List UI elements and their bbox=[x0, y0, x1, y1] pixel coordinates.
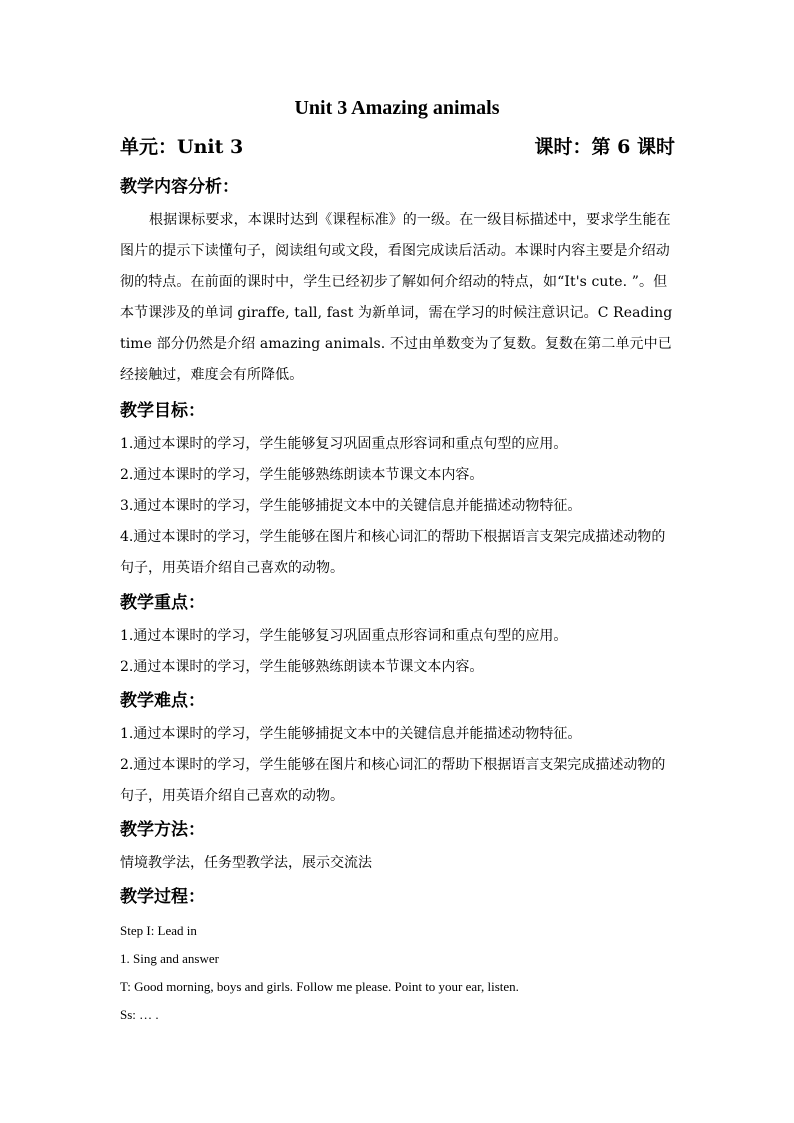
unit-label: 单元：Unit 3 bbox=[120, 136, 244, 158]
objective-item: 2.通过本课时的学习，学生能够熟练朗读本节课文本内容。 bbox=[120, 467, 484, 483]
process-line: 1. Sing and answer bbox=[120, 951, 219, 966]
objectives-heading: 教学目标： bbox=[120, 401, 205, 421]
key-points-heading: 教学重点： bbox=[120, 593, 205, 613]
difficulty-item: 2.通过本课时的学习，学生能够在图片和核心词汇的帮助下根据语言支架完成描述动物的句子，用英语介绍自己喜欢的动物。 bbox=[120, 757, 666, 804]
process-heading: 教学过程： bbox=[120, 887, 205, 907]
process-line: T: Good morning, boys and girls. Follow me please. Point to your ear, listen. bbox=[120, 979, 519, 994]
objective-item: 4.通过本课时的学习，学生能够在图片和核心词汇的帮助下根据语言支架完成描述动物的句子，用英语介绍自己喜欢的动物。 bbox=[120, 529, 666, 576]
process-line: Ss: … . bbox=[120, 1007, 159, 1022]
key-point-item: 1.通过本课时的学习，学生能够复习巩固重点形容词和重点句型的应用。 bbox=[120, 628, 568, 644]
objective-item: 3.通过本课时的学习，学生能够捕捉文本中的关键信息并能描述动物特征。 bbox=[120, 498, 582, 514]
difficulties-heading: 教学难点： bbox=[120, 691, 205, 711]
content-analysis-heading: 教学内容分析： bbox=[120, 177, 239, 197]
process-line: Step I: Lead in bbox=[120, 923, 197, 938]
period-label: 课时：第 6 课时 bbox=[534, 136, 675, 158]
methods-text: 情境教学法，任务型教学法，展示交流法 bbox=[120, 855, 372, 871]
content-analysis-paragraph: 根据课标要求，本课时达到《课程标准》的一级。在一级目标描述中，要求学生能在图片的提示下读懂句子，阅读组句或文段，看图完成读后活动。本课时内容主要是介绍动彻的特点。在前面的课时中，学生已经初步了解如何介绍动的特点，如“It's cute. ”。但本节课涉及的单词 giraffe, tall, fast 为新单词，需在学习的时候注意识记。C Reading time 部分仍然是介绍 amazing animals. 不过由单数变为了复数。复数在第二单元中已经接触过，难度会有所降低。 bbox=[120, 212, 673, 383]
key-point-item: 2.通过本课时的学习，学生能够熟练朗读本节课文本内容。 bbox=[120, 659, 484, 675]
unit-period-row bbox=[120, 132, 675, 162]
objective-item: 1.通过本课时的学习，学生能够复习巩固重点形容词和重点句型的应用。 bbox=[120, 436, 568, 452]
difficulty-item: 1.通过本课时的学习，学生能够捕捉文本中的关键信息并能描述动物特征。 bbox=[120, 726, 582, 742]
document-title: Unit 3 Amazing animals bbox=[294, 97, 500, 119]
methods-heading: 教学方法： bbox=[120, 820, 205, 840]
